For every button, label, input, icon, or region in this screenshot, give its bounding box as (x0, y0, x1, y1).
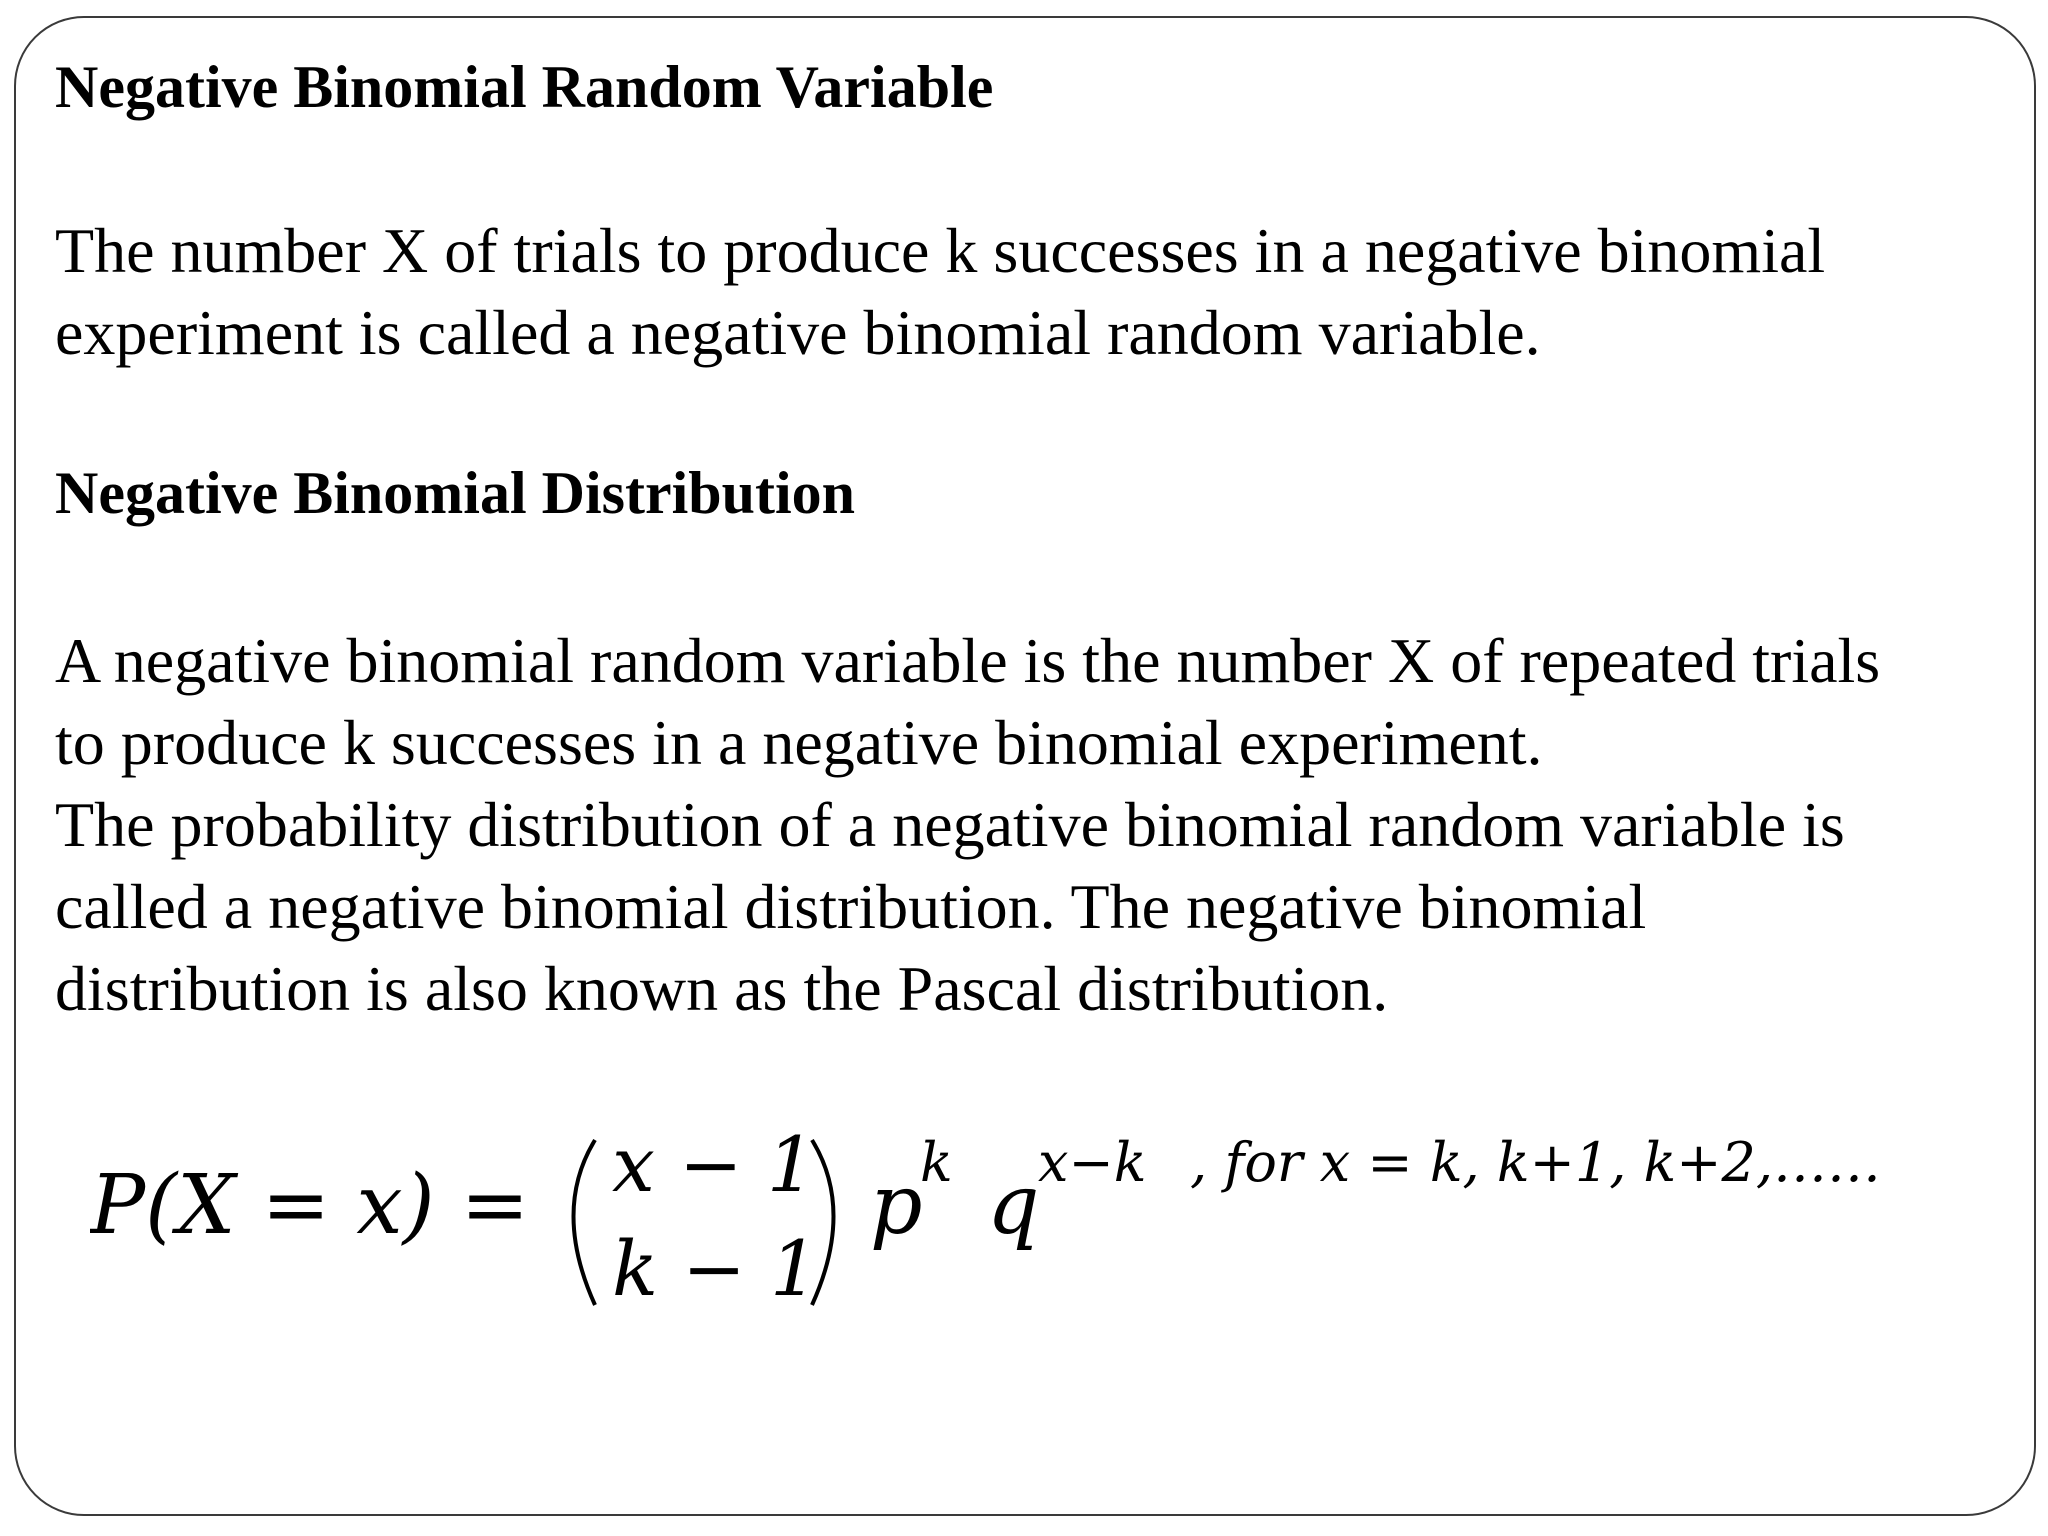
paragraph-2-line-3: The probability distribution of a negative binomial random variable is (55, 789, 1845, 860)
heading-random-variable: Negative Binomial Random Variable (55, 54, 994, 120)
formula-p: p (870, 1158, 923, 1253)
paragraph-1-line-1: The number X of trials to produce k successes in a negative binomial (55, 215, 1826, 286)
negative-binomial-formula (90, 1105, 2020, 1335)
paragraph-1-line-2: experiment is called a negative binomial random variable. (55, 297, 1541, 368)
binomial-left-paren (574, 1140, 596, 1305)
paragraph-2-line-2: to produce k successes in a negative binomial experiment. (55, 707, 1543, 778)
heading-distribution: Negative Binomial Distribution (55, 460, 856, 526)
formula-condition: , for x = k, k+1, k+2,…… (1190, 1131, 1882, 1194)
formula-q-exponent: x−k (1038, 1131, 1147, 1194)
paragraph-2-line-1: A negative binomial random variable is the number X of repeated trials (55, 625, 1881, 696)
binomial-bottom: k − 1 (612, 1224, 819, 1313)
formula-p-exponent: k (920, 1131, 953, 1194)
formula-lhs: P(X = x) = (90, 1158, 530, 1253)
paragraph-2-line-5: distribution is also known as the Pascal distribution. (55, 953, 1389, 1024)
formula-q: q (987, 1158, 1040, 1253)
binomial-top: x − 1 (612, 1120, 816, 1209)
paragraph-2-line-4: called a negative binomial distribution. The negative binomial (55, 871, 1647, 942)
